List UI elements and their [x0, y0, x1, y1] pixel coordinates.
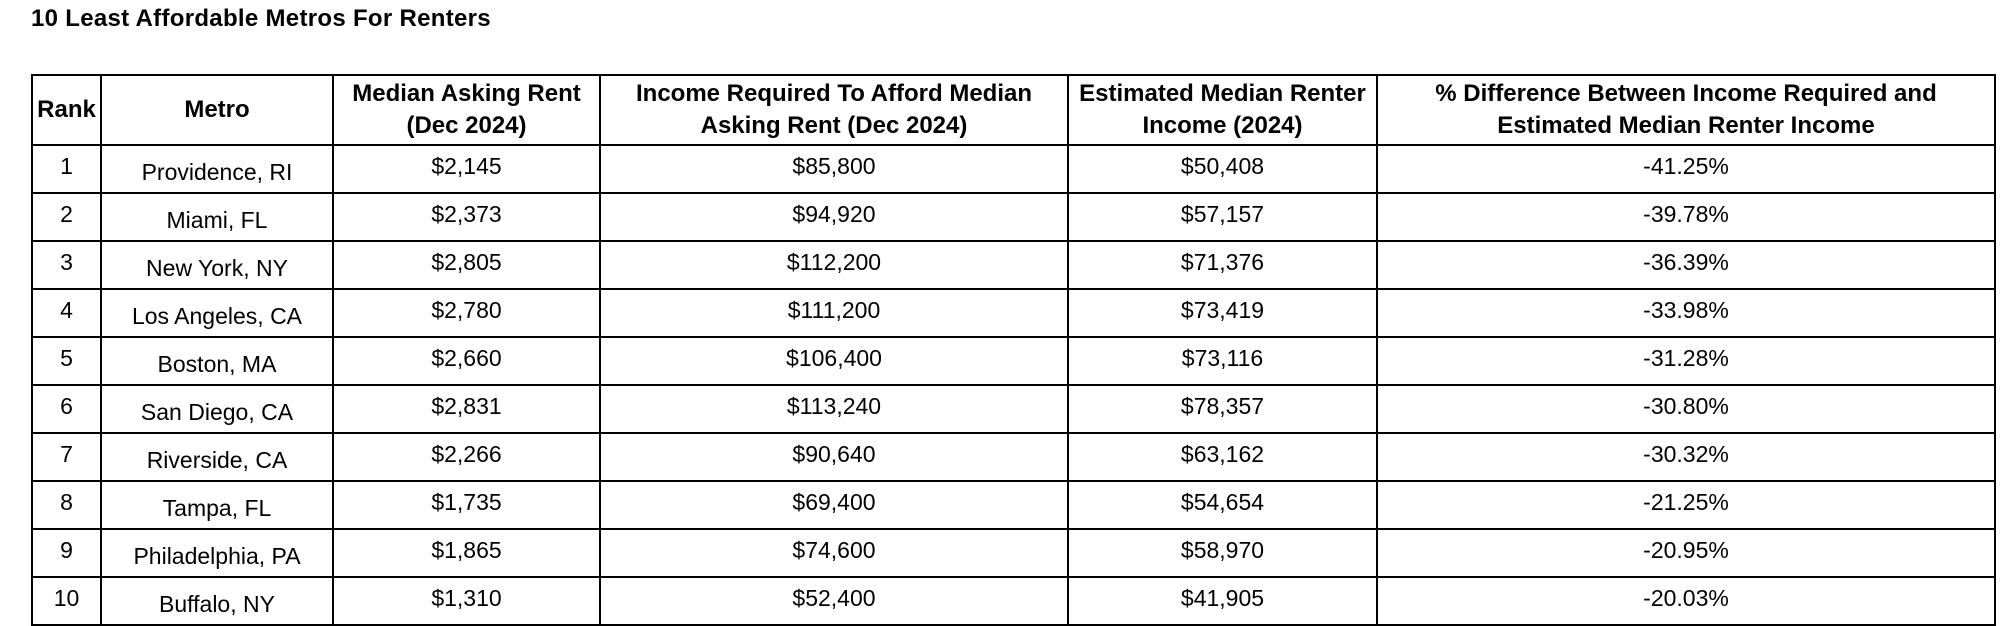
header-estimated-median-income: Estimated Median Renter Income (2024): [1068, 75, 1377, 145]
cell-income-required: $74,600: [600, 529, 1068, 577]
header-metro: Metro: [101, 75, 333, 145]
cell-percent-difference: -31.28%: [1377, 337, 1995, 385]
cell-income-required: $69,400: [600, 481, 1068, 529]
cell-median-rent: $2,266: [333, 433, 600, 481]
cell-median-income: $50,408: [1068, 145, 1377, 193]
cell-rank: 9: [32, 529, 101, 577]
cell-metro: Miami, FL: [101, 193, 333, 241]
cell-income-required: $90,640: [600, 433, 1068, 481]
cell-metro: Providence, RI: [101, 145, 333, 193]
table-row: [32, 337, 1995, 385]
cell-rank: 10: [32, 577, 101, 625]
cell-median-income: $63,162: [1068, 433, 1377, 481]
cell-metro: Tampa, FL: [101, 481, 333, 529]
cell-rank: 3: [32, 241, 101, 289]
cell-percent-difference: -20.95%: [1377, 529, 1995, 577]
cell-metro: Philadelphia, PA: [101, 529, 333, 577]
table-row: [32, 145, 1995, 193]
cell-income-required: $106,400: [600, 337, 1068, 385]
cell-rank: 6: [32, 385, 101, 433]
table-row: [32, 481, 1995, 529]
cell-metro: Los Angeles, CA: [101, 289, 333, 337]
cell-metro: Riverside, CA: [101, 433, 333, 481]
cell-median-rent: $1,310: [333, 577, 600, 625]
cell-percent-difference: -39.78%: [1377, 193, 1995, 241]
table-header-row: [32, 75, 1995, 145]
cell-metro: San Diego, CA: [101, 385, 333, 433]
cell-median-rent: $2,780: [333, 289, 600, 337]
header-income-required: Income Required To Afford Median Asking Rent (Dec 2024): [600, 75, 1068, 145]
cell-median-income: $73,419: [1068, 289, 1377, 337]
table-row: [32, 577, 1995, 625]
cell-median-rent: $2,805: [333, 241, 600, 289]
cell-percent-difference: -20.03%: [1377, 577, 1995, 625]
header-median-asking-rent: Median Asking Rent (Dec 2024): [333, 75, 600, 145]
cell-median-income: $78,357: [1068, 385, 1377, 433]
cell-percent-difference: -33.98%: [1377, 289, 1995, 337]
cell-median-income: $58,970: [1068, 529, 1377, 577]
cell-percent-difference: -41.25%: [1377, 145, 1995, 193]
cell-median-income: $73,116: [1068, 337, 1377, 385]
cell-median-rent: $2,145: [333, 145, 600, 193]
cell-income-required: $111,200: [600, 289, 1068, 337]
table-row: [32, 241, 1995, 289]
cell-income-required: $113,240: [600, 385, 1068, 433]
cell-median-income: $57,157: [1068, 193, 1377, 241]
cell-median-income: $41,905: [1068, 577, 1377, 625]
cell-income-required: $85,800: [600, 145, 1068, 193]
table-row: [32, 193, 1995, 241]
cell-median-income: $71,376: [1068, 241, 1377, 289]
page-title: 10 Least Affordable Metros For Renters: [31, 5, 491, 32]
table-row: [32, 385, 1995, 433]
cell-percent-difference: -30.80%: [1377, 385, 1995, 433]
cell-percent-difference: -30.32%: [1377, 433, 1995, 481]
cell-median-rent: $2,831: [333, 385, 600, 433]
cell-income-required: $112,200: [600, 241, 1068, 289]
cell-median-rent: $2,660: [333, 337, 600, 385]
cell-rank: 8: [32, 481, 101, 529]
cell-metro: Boston, MA: [101, 337, 333, 385]
cell-median-rent: $1,735: [333, 481, 600, 529]
cell-metro: Buffalo, NY: [101, 577, 333, 625]
cell-rank: 7: [32, 433, 101, 481]
cell-income-required: $94,920: [600, 193, 1068, 241]
affordability-table: [31, 74, 1996, 626]
cell-rank: 1: [32, 145, 101, 193]
cell-median-income: $54,654: [1068, 481, 1377, 529]
cell-rank: 2: [32, 193, 101, 241]
header-percent-difference: % Difference Between Income Required and Estimated Median Renter Income: [1377, 75, 1995, 145]
table-row: [32, 529, 1995, 577]
table-row: [32, 433, 1995, 481]
cell-rank: 5: [32, 337, 101, 385]
cell-median-rent: $2,373: [333, 193, 600, 241]
cell-percent-difference: -36.39%: [1377, 241, 1995, 289]
cell-metro: New York, NY: [101, 241, 333, 289]
cell-rank: 4: [32, 289, 101, 337]
cell-percent-difference: -21.25%: [1377, 481, 1995, 529]
table-row: [32, 289, 1995, 337]
cell-income-required: $52,400: [600, 577, 1068, 625]
cell-median-rent: $1,865: [333, 529, 600, 577]
header-rank: Rank: [32, 75, 101, 145]
